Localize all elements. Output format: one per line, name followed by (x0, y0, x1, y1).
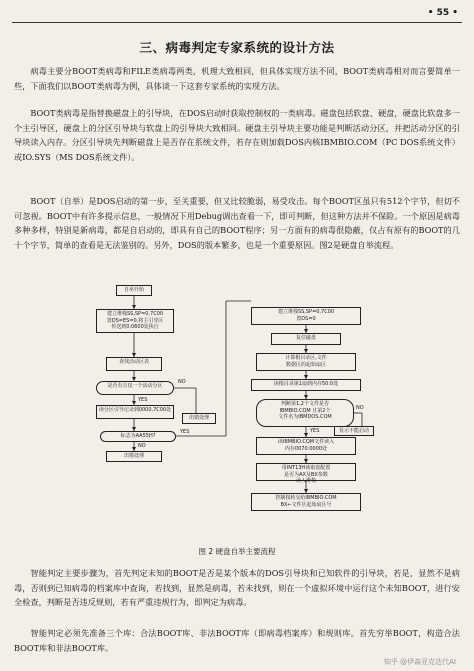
flow-label-no-1: NO (178, 379, 186, 385)
paragraph-boot-virus: BOOT类病毒是指替换磁盘上的引导块，在DOS启动时获取控制权的一类病毒。磁盘包括软盘、硬盘，硬盘比软盘多一个主引导区，硬盘上的分区引导块与软盘上的引导块大致相同。硬盘主引导块主要功能是判断活动分区，并把活动分区的引导块读入内存。分区引导块先判断磁盘上是否存在系统文件，若存在则加载DOS内核IBMBIO.COM（PC DOS系统文件）或IO.SYS（MS DOS系统文件）。 (14, 108, 460, 162)
header-rule (12, 22, 462, 23)
flow-right-step-4: 读根目录第1扇到内存50:0处 (251, 379, 361, 391)
flow-left-step-2: 查找活动区表 (106, 357, 162, 371)
flow-right-step-3: 计算根目录区,文件 数据区的起始扇区 (256, 353, 356, 371)
paragraph-intro: 病毒主要分BOOT类病毒和FILE类病毒两类，机理大致相同，但具体实现方法不同，BOOT类病毒相对而言要简单一些，下面我们以BOOT类病毒为例，具体谈一下这套专家系统的实现方法。 (14, 66, 460, 91)
flow-label-yes-1: YES (138, 397, 148, 403)
paragraph-boot-process: BOOT（自举）是DOS启动的第一步，至关重要，但又比较脆弱，易受攻击。每个BOOT区虽只有512个字节，但切不可忽视。BOOT中有许多提示信息，一般情况下用Debug调出查看一下，即可判断，但这种方法并不保险。一个原因是病毒多种多样，特别是新病毒，都是自启动的，即具有自己的BOOT程序；另一方面有的病毒很隐蔽，仅占有原有的BOOT的几十个字节，简单的查看是无法鉴别的。另外，DOS的版本繁多，也是一个重要原因。图2是硬盘自举流程。 (14, 196, 460, 250)
flow-right-error: 显示不能启动 (334, 426, 374, 436)
flow-left-step-1: 建立堆栈SS,SP=0,7C00 置DS=ES=0,将主引导区 传送到0:0600处执行 (96, 309, 174, 333)
flow-left-step-3: 读分区引导记录到0000,7C00处 (96, 405, 174, 419)
flow-left-error: 出错处理 (106, 451, 162, 462)
flow-left-decision-1: 是否有且仅一个活动分区 (96, 381, 174, 395)
paragraph-judgement-steps: 智能判定主要步骤为，首先判定未知的BOOT是否是某个版本的DOS引导块和已知软件的引导块，若是，显然不是病毒，否则到已知病毒的档案库中查询，若找到，显然是病毒，若未找到，则在一个虚拟环境中运行这个未知BOOT，进行安全检查，判断是否违反规则，若有严重违规行为，即判定为病毒。 (14, 568, 460, 608)
flow-start: 自举开始 (116, 285, 152, 296)
flow-right-step-7: 控制权转交给IBMBIO.COM BX←文件区起始扇区号 (251, 493, 361, 511)
flow-label-yes-2: YES (180, 429, 190, 435)
flow-right-label-yes: YES (310, 428, 320, 434)
watermark: 知乎 @伊森亚克迭代AI (383, 658, 456, 666)
flow-label-no-2: NO (138, 443, 146, 449)
boot-flowchart (96, 281, 376, 533)
section-title: 三、病毒判定专家系统的设计方法 (139, 40, 335, 55)
flow-left-decision-2: 标志为AA55H? (100, 431, 176, 442)
figure-caption: 图 2 硬盘自举主要流程 (198, 547, 276, 556)
flow-right-label-no: NO (356, 405, 364, 411)
page-number: • 55 • (427, 8, 458, 18)
flow-right-step-6: 用INT13H读取盘配置 是否为AX及BX参数 读入堆栈 (256, 463, 356, 481)
flow-right-step-2: 复位磁盘 (271, 333, 341, 345)
flow-left-error-side: 出错处理 (182, 413, 216, 424)
flow-right-step-1: 建立堆栈SS,SP=0,7C00 置DS=0 (251, 307, 361, 325)
flow-right-decision: 判断第1,2个文件是否 IBMBIO.COM 且第2个 文件名为IBMDOS.COM (256, 399, 354, 427)
flow-right-step-5: 读IBMBIO.COM文件读入 内存0070:0000处 (256, 437, 356, 455)
paragraph-libraries: 智能判定必须先准备三个库：合法BOOT库、非法BOOT库（即病毒档案库）和规则库。首先穷举BOOT，构造合法BOOT库和非法BOOT库。 (14, 628, 460, 653)
